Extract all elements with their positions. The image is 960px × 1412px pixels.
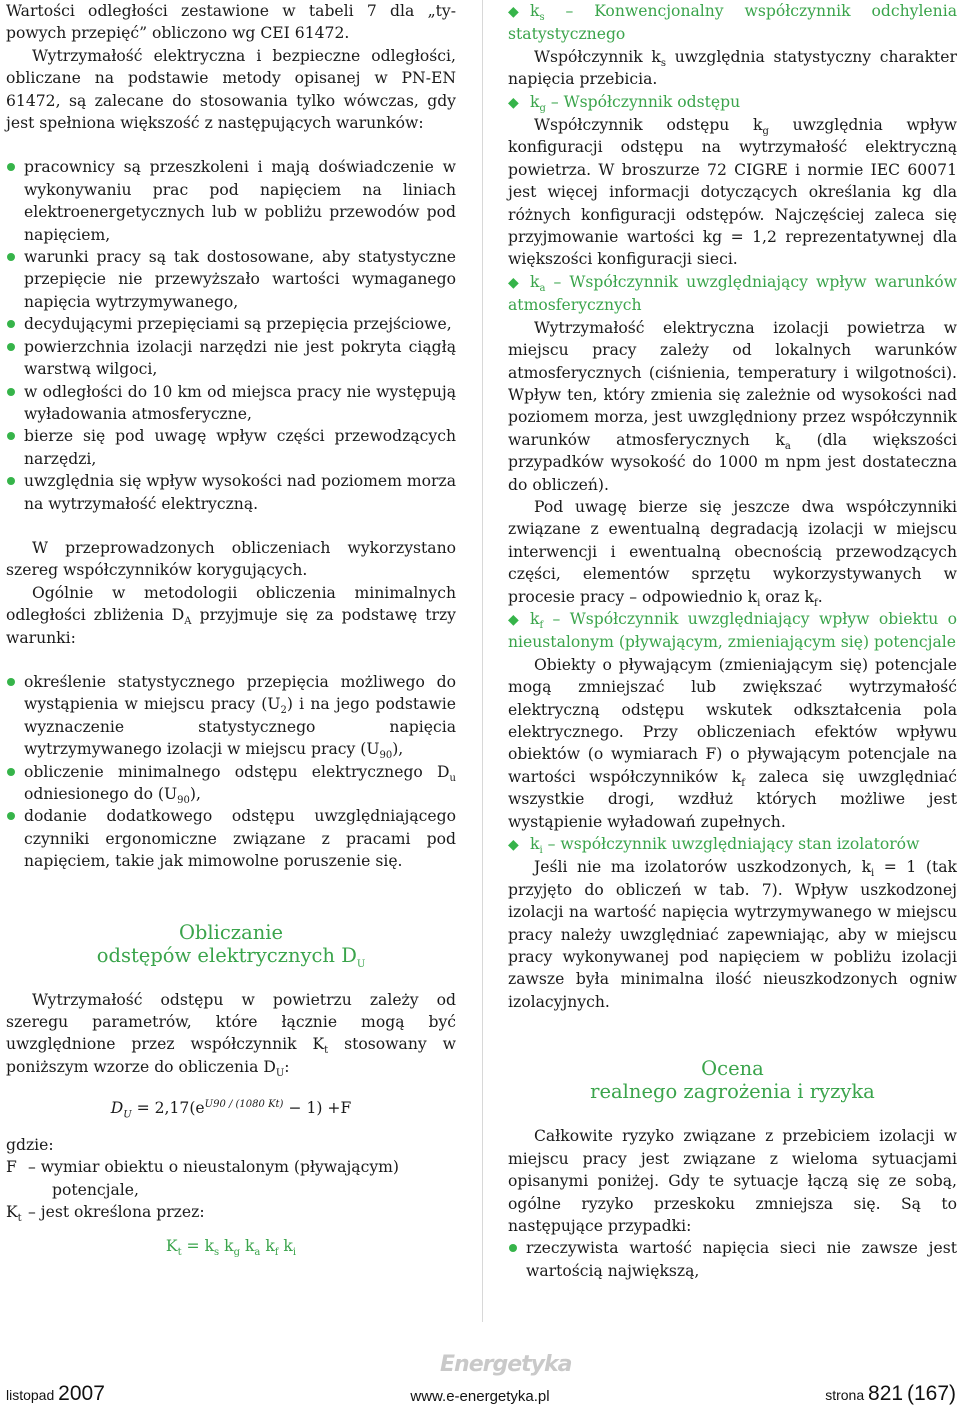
coefficient-heading-kf: ◆ $k_f$ – Współczynnik uwzględniający wpływ obiektu o nieustalonym (pływającym, zmieniającym się) potencjale <box>508 609 957 652</box>
method-list <box>6 671 456 873</box>
list-item: w odległości do 10 km od miejsca pracy nie występują wyładowania atmosferyczne, <box>6 381 456 426</box>
formula-du: $D_U = 2,17(e^{U90 / (1080 Kt)} - 1) +F$ <box>110 1099 352 1121</box>
list-item: określenie statystycznego przepięcia możliwego do wystąpienia w miejscu pracy $(U_2)$ i na jego podstawie wyznaczenie statystycznego napięcia wytrzymywanego izolacji w miejscu pracy $(U_{90})$, <box>6 671 456 761</box>
paragraph-kt: Wytrzymałość odstępu w powietrzu zależy od szeregu parametrów, które łącznie mogą być uwzględnione przez współczynnik $K_t$ stosowany w poniższym wzorze do obliczenia $D_U$: <box>6 990 456 1079</box>
energetyka-logo: Energetyka <box>440 1352 572 1377</box>
intro-paragraph-2: Wytrzymałość elektryczna i bezpieczne odległości, obliczane na podstawie metody opisanej w PN-EN 61472, są zalecane do stosowania tylko wówczas, gdy jest spełniona większość z następujących warunków: <box>6 46 456 133</box>
definitions <box>6 1156 456 1223</box>
paragraph-risk: Całkowite ryzyko związane z przebiciem izolacji w miejscu pracy jest związane z wieloma sytuacjami opisanymi poniżej. Gdy te sytuacje łączą się ze sobą, ogólne ryzyko przeskoku zmniejsza się. Są to następujące przypadki: <box>508 1127 957 1235</box>
list-item: powierzchnia izolacji narzędzi nie jest pokryta ciągłą warstwą wilgoci, <box>6 336 456 381</box>
list-item: uwzględnia się wpływ wysokości nad poziomem morza na wytrzymałość elektryczną. <box>6 470 456 515</box>
section-heading-risk: Ocena realnego zagrożenia i ryzyka <box>590 1057 875 1104</box>
diamond-icon: ◆ <box>508 274 519 291</box>
paragraph-ki: Jeśli nie ma izolatorów uszkodzonych, $k_i = 1$ (tak przyjęto do obliczeń w tab. 7). Wpływ uszkodzonej izolacji na wartość napięcia wytrzymywanego w miejscu pracy należy uwzględniać zapewniając, aby w miejscu pracy wykonywanej pod napięciem w pobliżu izolacji zawsze była minimalna ilość nieuszkodzonych ogniw izolacyjnych. <box>508 858 957 1011</box>
diamond-icon: ◆ <box>508 611 519 628</box>
list-item: bierze się pod uwagę wpływ części przewodzących narzędzi, <box>6 425 456 470</box>
list-item: dodanie dodatkowego odstępu uwzględniającego czynniki ergonomiczne związane z pracami pod napięciem, takie jak mimowolne poruszenie się. <box>6 805 456 872</box>
coefficient-heading-ki: ◆ $k_i$ – współczynnik uwzględniający stan izolatorów <box>508 835 920 857</box>
diamond-icon: ◆ <box>508 4 519 20</box>
definition-f: F – wymiar obiektu o nieustalonym (pływającym) potencjale, <box>6 1158 399 1199</box>
list-item: pracownicy są przeszkoleni i mają doświadczenie w wykonywaniu prac pod napięciem na liniach elektroenergetycznych lub w pobliżu przewodów pod napięciem, <box>6 156 456 246</box>
list-item: rzeczywista wartość napięcia sieci nie zawsze jest wartością największą, <box>508 1237 957 1282</box>
coefficient-heading-kg: ◆ $k_g$ – Współczynnik odstępu <box>508 92 741 114</box>
paragraph-ki-kf: Pod uwagę bierze się jeszcze dwa współczynniki związane z ewentualną degradacją izolacji w miejscu interwencji i ewentualną obecnością przewodzących części, elementów sprzętu wykorzystywanych w procesie pracy – odpowiednio $k_i$ oraz $k_f$. <box>508 497 957 609</box>
risk-list <box>508 1237 957 1282</box>
paragraph-ka: Wytrzymałość elektryczna izolacji powietrza w miejscu pracy zależy od lokalnych warunków atmosferycznych (ciśnienia, temperatury i wilgotności). Wpływ ten, który zmienia się zależnie od wysokości nad poziomem morza, jest uwzględniony przez współczynnik warunków atmosferycznych $k_a$ (dla większości przypadków wysokość do 1000 m npm jest dostateczna do obliczeń). <box>508 318 957 494</box>
issue-date: listopad 2007 <box>6 1382 105 1405</box>
section-heading-du: Obliczanie odstępów elektrycznych $D_U$ <box>96 920 366 970</box>
diamond-icon: ◆ <box>508 94 519 111</box>
paragraph-coefficients: W przeprowadzonych obliczeniach wykorzystano szereg współczynników korygujących. <box>6 538 456 580</box>
column-divider <box>482 0 483 1322</box>
page-number: strona 821 (167) <box>825 1382 956 1405</box>
coefficient-heading-ka: ◆ $k_a$ – Współczynnik uwzględniający wpływ warunków atmosferycznych <box>508 272 957 315</box>
diamond-icon: ◆ <box>508 837 519 854</box>
page-footer <box>0 1374 960 1412</box>
right-column <box>508 0 957 1282</box>
paragraph-method: Ogólnie w metodologii obliczenia minimalnych odległości zbliżenia $D_A$ przyjmuje się za podstawę trzy warunki: <box>6 583 456 647</box>
list-item: obliczenie minimalnego odstępu elektrycznego $D_u$ odniesionego do $(U_{90})$, <box>6 761 456 806</box>
conditions-list <box>6 156 456 515</box>
formula-kt: $K_t = k_s$ $k_g$ $k_a$ $k_f$ $k_i$ <box>165 1237 297 1259</box>
gdzie-label: gdzie: <box>6 1135 54 1154</box>
definition-kt: $K_t$ – jest określona przez: <box>6 1203 205 1225</box>
footer-url[interactable]: www.e-energetyka.pl <box>410 1388 550 1405</box>
coefficient-heading-ks: ◆ $k_s$ – Konwencjonalny współczynnik odchylenia statystycznego <box>508 2 957 44</box>
intro-paragraph-1: Wartości odległości zestawione w tabeli 7 dla „ty-powych przepięć” obliczono wg CEI 61472. <box>6 2 456 43</box>
list-item: decydującymi przepięciami są przepięcia przejściowe, <box>6 313 456 335</box>
paragraph-kf: Obiekty o pływającym (zmieniającym się) potencjale mogą zmniejszać lub zwiększać wytrzymałość elektryczną odstępu wskutek odkształcenia pola elektrycznego. Przy obliczeniach efektów wpływu obiektów (o wymiarach F) o pływającym potencjale na wartości współczynników $k_f$ zaleca się uwzględniać wszystkie drogi, wzdłuż których możliwe jest wystąpienie wyładowań zupełnych. <box>508 655 957 831</box>
left-column <box>6 0 456 1270</box>
list-item: warunki pracy są tak dostosowane, aby statystyczne przepięcie nie przewyższało wartości wymaganego napięcia wytrzymywanego, <box>6 246 456 313</box>
paragraph-kg: Współczynnik odstępu $k_g$ uwzględnia wpływ konfiguracji odstępu na wytrzymałość elektryczną powietrza. W broszurze 72 CIGRE i normie IEC 60071 jest więcej informacji dotyczących określania kg dla różnych konfiguracji odstępów. Najczęściej zaleca się przyjmowanie wartości kg = 1,2 reprezentatywnej dla większości konfiguracji sieci. <box>508 116 957 269</box>
paragraph-ks: Współczynnik $k_s$ uwzględnia statystyczny charakter napięcia przebicia. <box>508 47 957 89</box>
